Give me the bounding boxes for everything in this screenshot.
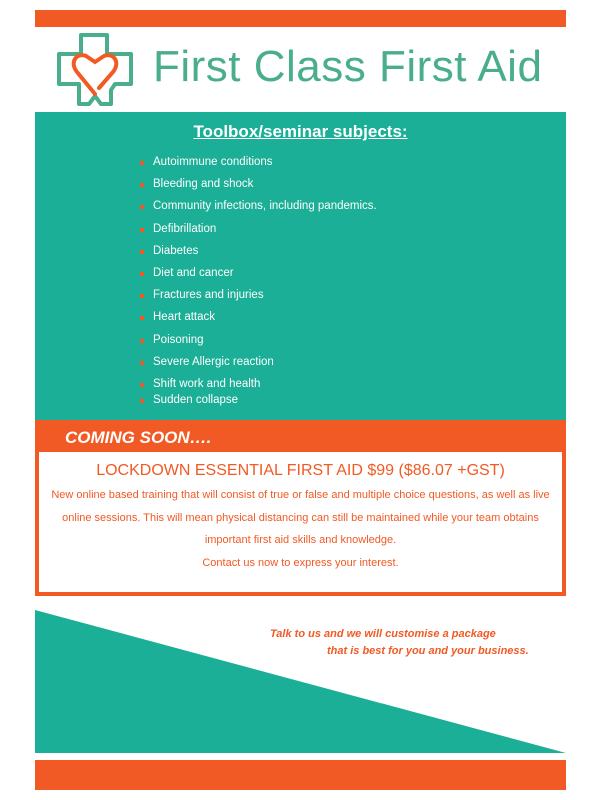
offer-description: New online based training that will consist of true or false and multiple choice questions, as well as live online sessions. This will mean physical distancing can still be maintained while your team obtains important first aid skills and knowledge. <box>51 489 550 546</box>
offer-box <box>39 452 562 592</box>
coming-soon-label: COMING SOON…. <box>65 428 212 447</box>
list-item: Fractures and injuries <box>137 289 377 311</box>
subjects-list <box>137 156 377 416</box>
list-item: Diabetes <box>137 245 377 267</box>
list-item: Diet and cancer <box>137 267 377 289</box>
tagline <box>270 626 529 660</box>
list-item: Heart attack <box>137 311 377 333</box>
list-item: Poisoning <box>137 334 377 356</box>
subjects-title: Toolbox/seminar subjects: <box>193 122 408 141</box>
offer-heading: LOCKDOWN ESSENTIAL FIRST AID $99 ($86.07 +GST) <box>96 462 505 479</box>
list-item: Severe Allergic reaction <box>137 356 377 378</box>
offer-cta: Contact us now to express your interest. <box>202 556 399 569</box>
list-item: Autoimmune conditions <box>137 156 377 178</box>
list-item: Defibrillation <box>137 223 377 245</box>
tagline-line1: Talk to us and we will customise a package <box>270 628 496 640</box>
list-item: Sudden collapse <box>137 394 377 416</box>
list-item: Bleeding and shock <box>137 178 377 200</box>
cross-heart-logo-icon <box>55 32 135 108</box>
list-item: Community infections, including pandemics. <box>137 200 377 222</box>
brand-name: First Class First Aid <box>153 42 543 91</box>
tagline-line2: that is best for you and your business. <box>327 645 529 657</box>
bottom-accent-bar <box>35 760 566 790</box>
list-item: Shift work and health <box>137 378 377 394</box>
top-accent-bar <box>35 10 566 27</box>
